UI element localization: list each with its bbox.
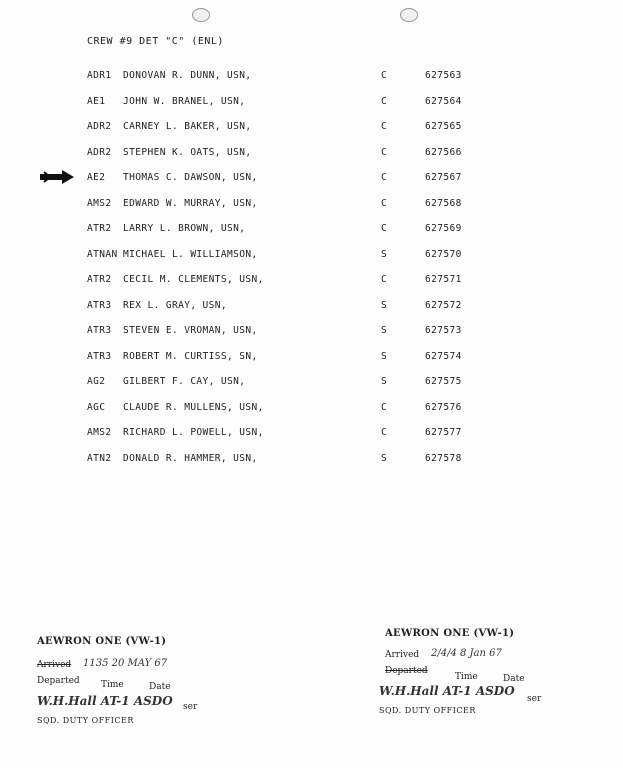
rate: ATR3 xyxy=(87,350,112,362)
roster-row xyxy=(0,198,623,214)
service-number: 627564 xyxy=(425,95,462,107)
service-number: 627578 xyxy=(425,452,462,464)
service-number: 627570 xyxy=(425,248,462,260)
rate: ADR1 xyxy=(87,70,112,81)
roster-row xyxy=(0,427,623,443)
crew-name: THOMAS C. DAWSON, USN, xyxy=(123,172,258,183)
service-number: 627568 xyxy=(425,197,462,209)
rate: AG2 xyxy=(87,376,106,387)
rate: AE2 xyxy=(87,172,106,183)
roster-row xyxy=(0,249,623,265)
roster-row xyxy=(0,121,623,137)
service-number: 627565 xyxy=(425,121,462,132)
class-code: C xyxy=(381,121,388,132)
crew-name: STEPHEN K. OATS, USN, xyxy=(123,146,252,158)
crew-name: GILBERT F. CAY, USN, xyxy=(123,376,246,387)
stamp-arrived-handwritten: 2/4/4 8 Jan 67 xyxy=(431,648,502,659)
stamp-signature: W.H.Hall AT-1 ASDO xyxy=(379,684,515,698)
class-code: C xyxy=(381,223,388,234)
rate: ADR2 xyxy=(87,146,112,158)
class-code: C xyxy=(381,197,388,209)
class-code: S xyxy=(381,350,388,362)
rate: AGC xyxy=(87,401,106,413)
roster-row xyxy=(0,300,623,316)
crew-name: RICHARD L. POWELL, USN, xyxy=(123,427,264,438)
crew-name: REX L. GRAY, USN, xyxy=(123,299,228,311)
rate: AMS2 xyxy=(87,427,112,438)
class-code: C xyxy=(381,172,388,183)
crew-name: EDWARD W. MURRAY, USN, xyxy=(123,197,258,209)
arrival-stamp-left xyxy=(37,636,217,736)
rate: ATNAN xyxy=(87,248,118,260)
arrival-stamp-right xyxy=(379,628,565,728)
crew-name: STEVEN E. VROMAN, USN, xyxy=(123,325,258,336)
rate: AMS2 xyxy=(87,197,112,209)
stamp-signature-suffix: ser xyxy=(183,702,198,712)
roster-row xyxy=(0,274,623,290)
class-code: C xyxy=(381,401,388,413)
stamp-org: AEWRON ONE (VW-1) xyxy=(37,636,167,647)
rate: ATN2 xyxy=(87,452,112,464)
class-code: S xyxy=(381,452,388,464)
roster-row xyxy=(0,70,623,86)
stamp-duty-officer: SQD. DUTY OFFICER xyxy=(379,706,476,715)
class-code: S xyxy=(381,248,388,260)
service-number: 627571 xyxy=(425,274,462,285)
crew-name: CARNEY L. BAKER, USN, xyxy=(123,121,252,132)
roster-row xyxy=(0,172,623,188)
stamp-departed-label: Departed xyxy=(37,676,80,686)
stamp-duty-officer: SQD. DUTY OFFICER xyxy=(37,716,134,725)
rate: ATR2 xyxy=(87,223,112,234)
roster-row xyxy=(0,453,623,469)
service-number: 627566 xyxy=(425,146,462,158)
stamp-time-label: Time xyxy=(455,672,478,682)
crew-name: DONALD R. HAMMER, USN, xyxy=(123,452,258,464)
stamp-org: AEWRON ONE (VW-1) xyxy=(385,628,515,639)
crew-name: CLAUDE R. MULLENS, USN, xyxy=(123,401,264,413)
roster-row xyxy=(0,402,623,418)
class-code: C xyxy=(381,146,388,158)
crew-header: CREW #9 DET "C" (ENL) xyxy=(87,36,224,47)
class-code: S xyxy=(381,299,388,311)
service-number: 627574 xyxy=(425,350,462,362)
service-number: 627569 xyxy=(425,223,462,234)
crew-name: ROBERT M. CURTISS, SN, xyxy=(123,350,258,362)
service-number: 627577 xyxy=(425,427,462,438)
punch-hole xyxy=(400,8,418,22)
service-number: 627576 xyxy=(425,401,462,413)
crew-name: DONOVAN R. DUNN, USN, xyxy=(123,70,252,81)
rate: ATR3 xyxy=(87,325,112,336)
crew-name: MICHAEL L. WILLIAMSON, xyxy=(123,248,258,260)
rate: ATR3 xyxy=(87,299,112,311)
crew-name: LARRY L. BROWN, USN, xyxy=(123,223,246,234)
stamp-arrived-label: Arrived xyxy=(385,650,420,660)
roster-row xyxy=(0,147,623,163)
service-number: 627573 xyxy=(425,325,462,336)
punch-hole xyxy=(192,8,210,22)
rate: ATR2 xyxy=(87,274,112,285)
stamp-date-label: Date xyxy=(149,682,171,692)
crew-name: CECIL M. CLEMENTS, USN, xyxy=(123,274,264,285)
stamp-arrived-label: Arrived xyxy=(37,660,72,670)
class-code: C xyxy=(381,274,388,285)
service-number: 627563 xyxy=(425,70,462,81)
class-code: S xyxy=(381,376,388,387)
service-number: 627572 xyxy=(425,299,462,311)
rate: ADR2 xyxy=(87,121,112,132)
stamp-signature-suffix: ser xyxy=(527,694,542,704)
stamp-departed-label: Departed xyxy=(385,666,428,676)
class-code: C xyxy=(381,95,388,107)
service-number: 627575 xyxy=(425,376,462,387)
roster-row xyxy=(0,96,623,112)
class-code: S xyxy=(381,325,388,336)
roster-row xyxy=(0,351,623,367)
roster-row xyxy=(0,325,623,341)
class-code: C xyxy=(381,70,388,81)
class-code: C xyxy=(381,427,388,438)
crew-name: JOHN W. BRANEL, USN, xyxy=(123,95,246,107)
rate: AE1 xyxy=(87,95,106,107)
roster-row xyxy=(0,376,623,392)
stamp-date-label: Date xyxy=(503,674,525,684)
stamp-time-label: Time xyxy=(101,680,124,690)
stamp-arrived-handwritten: 1135 20 MAY 67 xyxy=(83,658,168,669)
service-number: 627567 xyxy=(425,172,462,183)
stamp-signature: W.H.Hall AT-1 ASDO xyxy=(37,694,173,708)
roster-row xyxy=(0,223,623,239)
